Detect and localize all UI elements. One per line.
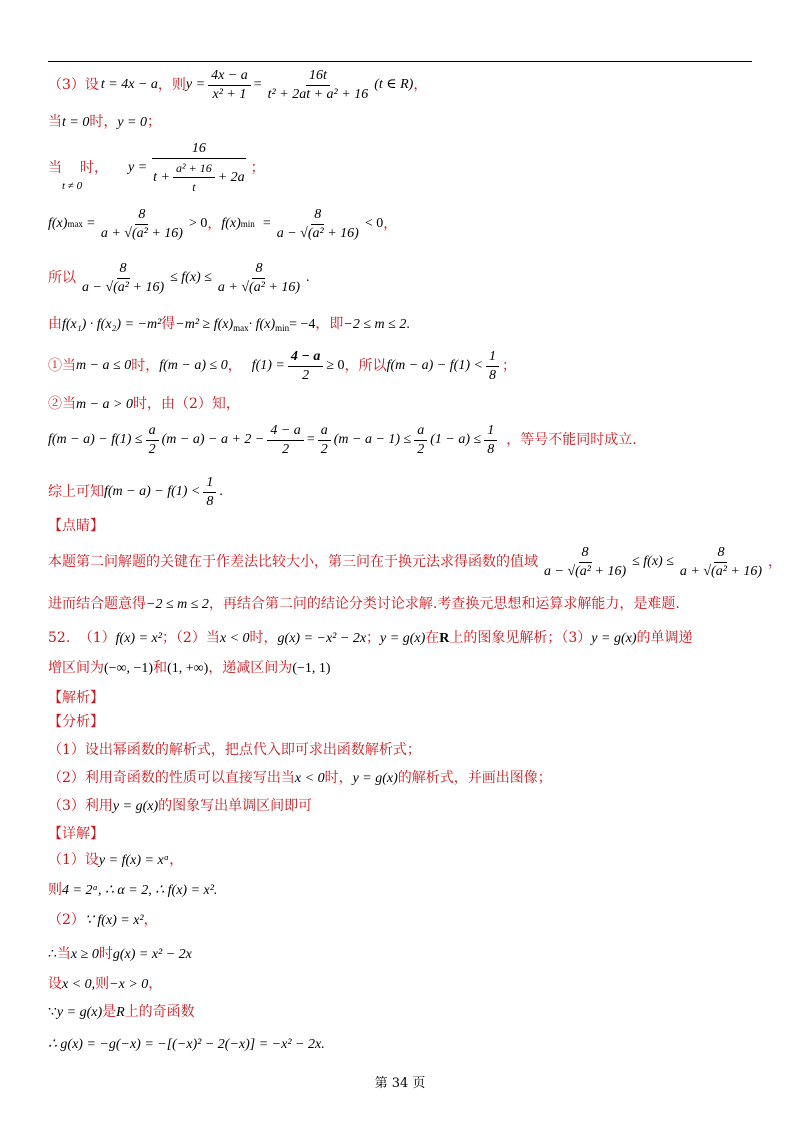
- denominator: 2: [320, 441, 328, 457]
- math: y = g(x): [112, 799, 159, 814]
- detail-5: [48, 974, 162, 995]
- label: 时，由（2）知，: [133, 396, 240, 412]
- math: f(x): [221, 216, 241, 231]
- numerator: 16: [152, 141, 246, 159]
- numerator: 8: [311, 207, 324, 225]
- subscript: max: [233, 323, 249, 333]
- math: > 0: [188, 216, 208, 231]
- math: t ≠ 0: [62, 180, 83, 192]
- math: t = 0: [62, 115, 90, 130]
- fraction: [274, 207, 362, 242]
- numerator: a: [318, 423, 331, 441]
- range-line: [48, 256, 310, 300]
- math: R: [116, 1005, 125, 1020]
- math: g(x) = x² − 2x: [112, 947, 192, 962]
- denominator: x² + 1: [212, 86, 247, 102]
- label: ，: [207, 216, 222, 232]
- math: −x > 0: [109, 977, 149, 992]
- math: .: [306, 270, 310, 285]
- analysis-1: （1）设出幂函数的解析式，把点代入即可求出函数解析式；: [48, 742, 421, 758]
- case-t-nonzero: [48, 140, 265, 196]
- label: ，则: [157, 77, 186, 93]
- math: (m − a − 1) ≤: [333, 432, 412, 447]
- label: 当: [48, 160, 62, 176]
- numerator: 8: [135, 207, 148, 225]
- denominator: 8: [206, 493, 214, 509]
- math: f(m − a) − f(1) ≤: [48, 432, 143, 447]
- math: .: [219, 484, 223, 499]
- label: 当: [56, 946, 71, 962]
- label: （3）设: [48, 77, 99, 93]
- numerator: 8: [117, 261, 130, 279]
- numerator: a: [146, 423, 159, 441]
- label: （1）设: [48, 852, 99, 868]
- label: （2）利用奇函数的性质可以直接写出当: [48, 770, 295, 786]
- label: ；（2）当: [161, 630, 220, 646]
- case-one: [48, 344, 516, 388]
- label: 由: [48, 316, 62, 332]
- label: 时，: [89, 114, 118, 130]
- numerator: 8: [714, 545, 727, 563]
- inequality-chain: [48, 418, 637, 462]
- denominator: 2: [302, 367, 310, 383]
- page-number: 第 34 页: [374, 1076, 426, 1091]
- math: =: [262, 216, 271, 231]
- label: ，: [143, 912, 158, 928]
- math: m − a ≤ 0: [76, 358, 132, 373]
- condition: [48, 158, 83, 192]
- math: = −4: [289, 317, 316, 332]
- fraction: [98, 207, 186, 242]
- math: ∵: [48, 1005, 57, 1020]
- subscript: max: [67, 219, 83, 229]
- fraction: [486, 349, 499, 384]
- label: ，: [227, 358, 242, 374]
- math: y = f(x) = xᵅ: [98, 853, 170, 868]
- numerator: 1: [484, 423, 497, 441]
- label: ，等号不能同时成立.: [506, 432, 637, 448]
- numerator: 1: [486, 349, 499, 367]
- denominator: a + √(a² + 16): [100, 225, 183, 241]
- fraction: [265, 68, 372, 103]
- label: ，递减区间为: [208, 660, 293, 676]
- product-line: [48, 314, 410, 338]
- question-number: 52.: [48, 630, 71, 646]
- extrema-line: [48, 202, 397, 246]
- math: x ≥ 0: [70, 947, 99, 962]
- denominator: 2: [148, 441, 156, 457]
- label: 当: [48, 114, 62, 130]
- denominator: a + √(a² + 16): [217, 279, 301, 295]
- section-fenxi: 【分析】: [48, 714, 104, 730]
- label: 综上可知: [48, 484, 104, 500]
- label: （2）: [48, 912, 85, 928]
- header-rule: [48, 61, 752, 62]
- numerator: 8: [252, 261, 265, 279]
- math: ≤ f(x) ≤: [170, 270, 212, 285]
- label: ，即: [315, 316, 344, 332]
- numerator: 8: [579, 545, 592, 563]
- math: (1, +∞): [167, 661, 209, 676]
- question-52-answer: [48, 628, 693, 649]
- label: 在: [425, 630, 440, 646]
- remark-line: [48, 540, 782, 584]
- math: y = g(x): [591, 631, 637, 646]
- label: ；: [366, 630, 381, 646]
- label: ，: [768, 554, 783, 570]
- math: y = 0: [117, 115, 148, 130]
- detail-7: [48, 1034, 325, 1055]
- fraction: [173, 160, 215, 195]
- label: ①当: [48, 358, 76, 374]
- case-two: [48, 394, 240, 415]
- numerator: 4 − a: [288, 349, 323, 367]
- denominator: [150, 159, 248, 195]
- denominator: a − √(a² + 16): [276, 225, 359, 241]
- math: y =: [128, 160, 148, 175]
- math: t = 4x − a: [100, 77, 158, 92]
- remark-line-2: [48, 594, 680, 615]
- fraction: [146, 423, 159, 458]
- label: 时: [98, 946, 113, 962]
- detail-1: [48, 850, 183, 871]
- math: .: [406, 317, 410, 332]
- numerator: a² + 16: [173, 160, 215, 178]
- fraction: [150, 141, 248, 195]
- label: ，: [413, 77, 428, 93]
- fraction: [414, 423, 427, 458]
- math: R: [439, 631, 450, 646]
- math: y = g(x): [56, 1005, 103, 1020]
- math: (m − a) − a + 2 −: [161, 432, 265, 447]
- section-xiangjie: 【详解】: [48, 826, 104, 842]
- math: f(x₁) · f(x₂) = −m²: [62, 317, 162, 332]
- label: 上的图象见解析；（3）: [449, 630, 592, 646]
- denominator: 2: [282, 441, 290, 457]
- numerator: 4 − a: [267, 423, 303, 441]
- label: 上的奇函数: [124, 1004, 195, 1020]
- math: −2 ≤ m ≤ 2: [146, 597, 209, 612]
- math: ≤ f(x) ≤: [632, 554, 674, 569]
- label: ，再结合第二问的结论分类讨论求解.考查换元思想和运算求解能力，是难题.: [208, 596, 680, 612]
- numerator: 4x − a: [208, 68, 251, 86]
- label: （1）: [78, 630, 116, 646]
- label: 所以: [48, 270, 76, 286]
- math: (−1, 1): [292, 661, 331, 676]
- math: =: [306, 432, 315, 447]
- math: =: [253, 77, 262, 92]
- label: ，: [148, 976, 163, 992]
- math: f(1) =: [251, 358, 285, 373]
- denominator: 8: [488, 367, 496, 383]
- math: y = g(x): [380, 631, 426, 646]
- math: (t ∈ R): [374, 77, 414, 92]
- math: y = g(x): [352, 771, 398, 786]
- analysis-2: [48, 768, 552, 789]
- math: t +: [153, 169, 171, 185]
- label: ；: [147, 114, 162, 130]
- math: + 2a: [217, 169, 245, 185]
- monotonic-intervals: [48, 658, 331, 679]
- detail-6: [48, 1002, 195, 1023]
- label: 是: [102, 1004, 117, 1020]
- denominator: a − √(a² + 16): [544, 563, 627, 579]
- denominator: 8: [487, 441, 495, 457]
- math: x < 0: [219, 631, 250, 646]
- math: 4 = 2ᵅ, ∴ α = 2, ∴ f(x) = x².: [62, 883, 218, 898]
- math: f(m − a) − f(1) <: [104, 484, 201, 499]
- fraction: [288, 349, 323, 384]
- denominator: a + √(a² + 16): [679, 563, 763, 579]
- denominator: a − √(a² + 16): [82, 279, 165, 295]
- label: 和: [153, 660, 168, 676]
- label: 时，: [131, 358, 160, 374]
- math: ∴ g(x) = −g(−x) = −[(−x)² − 2(−x)] = −x² − 2x.: [48, 1037, 325, 1052]
- fraction: [541, 545, 629, 580]
- conclusion-line: [48, 472, 223, 512]
- label: ②当: [48, 396, 76, 412]
- math: −m² ≥ f(x): [175, 317, 234, 332]
- label: ；: [250, 160, 265, 176]
- math: ∵ f(x) = x²: [84, 913, 144, 928]
- label: 得: [161, 316, 176, 332]
- label: ，所以: [344, 358, 387, 374]
- math: ∴: [48, 947, 57, 962]
- math: m − a > 0: [76, 397, 134, 412]
- math: f(x) = x²: [115, 631, 162, 646]
- numerator: 1: [203, 475, 216, 493]
- numerator: a: [414, 423, 427, 441]
- detail-2: [48, 880, 217, 901]
- label: 时，: [249, 630, 278, 646]
- label: 则: [48, 882, 62, 898]
- detail-3: [48, 910, 158, 931]
- fraction: [267, 423, 303, 458]
- label: 则: [95, 976, 110, 992]
- fraction: [203, 475, 216, 510]
- math: f(m − a) − f(1) <: [386, 358, 483, 373]
- label: 时，: [80, 160, 108, 176]
- math: f(m − a) ≤ 0: [159, 358, 228, 373]
- subscript: min: [275, 323, 290, 333]
- fraction: [484, 423, 497, 458]
- math: x < 0: [294, 771, 325, 786]
- math: < 0: [364, 216, 384, 231]
- math: · f(x): [248, 317, 276, 332]
- subscript: min: [240, 219, 255, 229]
- label: ；: [501, 358, 516, 374]
- math: y =: [185, 77, 206, 92]
- fraction: [215, 261, 303, 296]
- denominator: t: [192, 180, 196, 194]
- fraction: [79, 261, 167, 296]
- label: 的图象写出单调区间即可: [158, 798, 313, 814]
- denominator: 2: [417, 441, 425, 457]
- fraction: [208, 68, 251, 103]
- label: （3）利用: [48, 798, 113, 814]
- part3-intro: [48, 66, 427, 104]
- fraction: [318, 423, 331, 458]
- label: ，: [169, 852, 184, 868]
- label: ，: [383, 216, 398, 232]
- label: 的单调递: [636, 630, 693, 646]
- fraction: [677, 545, 765, 580]
- math: −2 ≤ m ≤ 2: [343, 317, 407, 332]
- math: x < 0,: [62, 977, 96, 992]
- label: 进而结合题意得: [48, 596, 146, 612]
- math: g(x) = −x² − 2x: [277, 631, 367, 646]
- label: 时，: [324, 770, 353, 786]
- math: =: [86, 216, 95, 231]
- label: 本题第二问解题的关键在于作差法比较大小，第三问在于换元法求得函数的值域: [48, 554, 538, 570]
- label: 增区间为: [48, 660, 104, 676]
- math: (−∞, −1): [104, 661, 154, 676]
- detail-4: [48, 944, 192, 965]
- section-jiexi: 【解析】: [48, 690, 104, 706]
- label: 的解析式，并画出图像；: [397, 770, 552, 786]
- math: ≥ 0: [326, 358, 345, 373]
- numerator: 16t: [306, 68, 330, 86]
- analysis-3: [48, 796, 312, 817]
- label: 设: [48, 976, 62, 992]
- math: f(x): [48, 216, 68, 231]
- math: (1 − a) ≤: [430, 432, 482, 447]
- denominator: t² + 2at + a² + 16: [267, 86, 369, 102]
- case-t-zero: [48, 112, 161, 133]
- section-dianjing: 【点睛】: [48, 518, 104, 534]
